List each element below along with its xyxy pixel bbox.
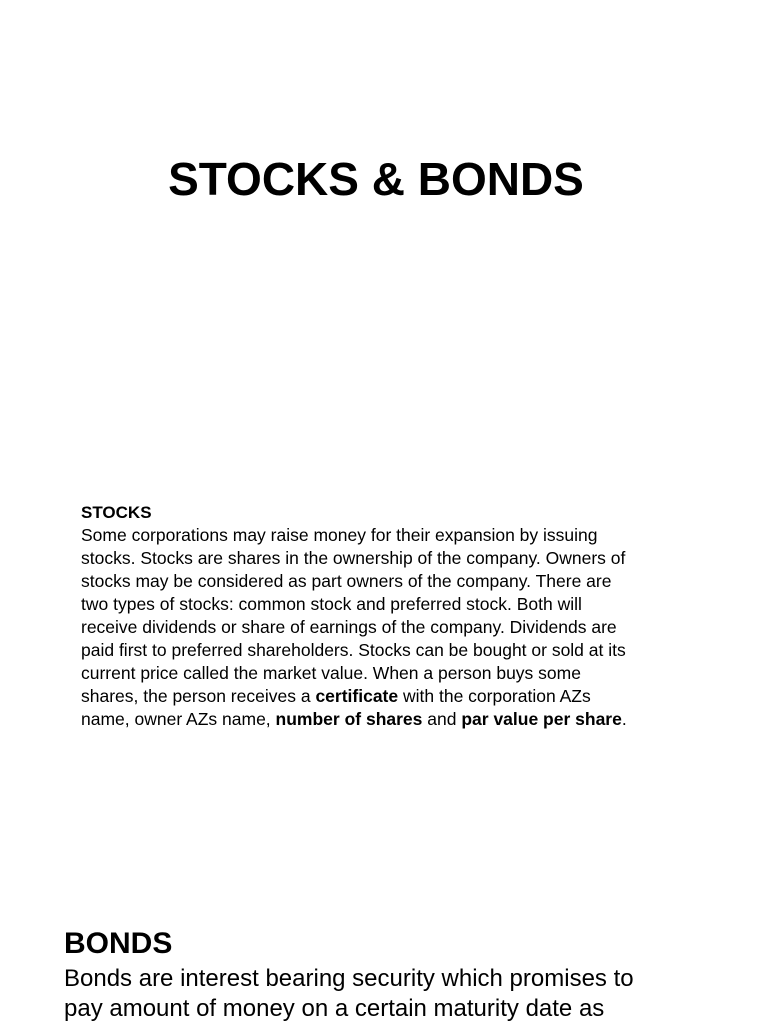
- stocks-line: stocks. Stocks are shares in the ownership of the company. Owners of: [81, 548, 626, 568]
- bonds-paragraph: [64, 964, 754, 1024]
- stocks-text: with the corporation AZs: [398, 686, 591, 706]
- number-of-shares-term: number of shares: [275, 709, 423, 729]
- stocks-text: shares, the person receives a: [81, 686, 316, 706]
- stocks-text: and: [422, 709, 462, 729]
- stocks-text: .: [621, 709, 627, 729]
- par-value-term: par value per share: [461, 709, 622, 729]
- stocks-text: name, owner AZs name,: [81, 709, 276, 729]
- stocks-line: stocks may be considered as part owners of the company. There are: [81, 571, 612, 591]
- stocks-line: current price called the market value. When a person buys some: [81, 663, 581, 683]
- stocks-paragraph: [81, 524, 721, 731]
- stocks-line: paid first to preferred shareholders. Stocks can be bought or sold at its: [81, 640, 626, 660]
- stocks-line: two types of stocks: common stock and preferred stock. Both will: [81, 594, 582, 614]
- stocks-line: receive dividends or share of earnings of the company. Dividends are: [81, 617, 617, 637]
- page-title: STOCKS & BONDS: [168, 153, 584, 205]
- stocks-line: Some corporations may raise money for their expansion by issuing: [81, 525, 598, 545]
- stocks-line: [81, 685, 721, 708]
- stocks-line: [81, 708, 721, 731]
- bonds-section: [64, 924, 754, 1024]
- certificate-term: certificate: [315, 686, 399, 706]
- stocks-heading: STOCKS: [81, 503, 152, 522]
- bonds-line: pay amount of money on a certain maturity date as: [64, 995, 605, 1022]
- stocks-section: [81, 501, 721, 731]
- bonds-heading: BONDS: [64, 927, 173, 960]
- bonds-line: Bonds are interest bearing security which promises to: [64, 965, 634, 992]
